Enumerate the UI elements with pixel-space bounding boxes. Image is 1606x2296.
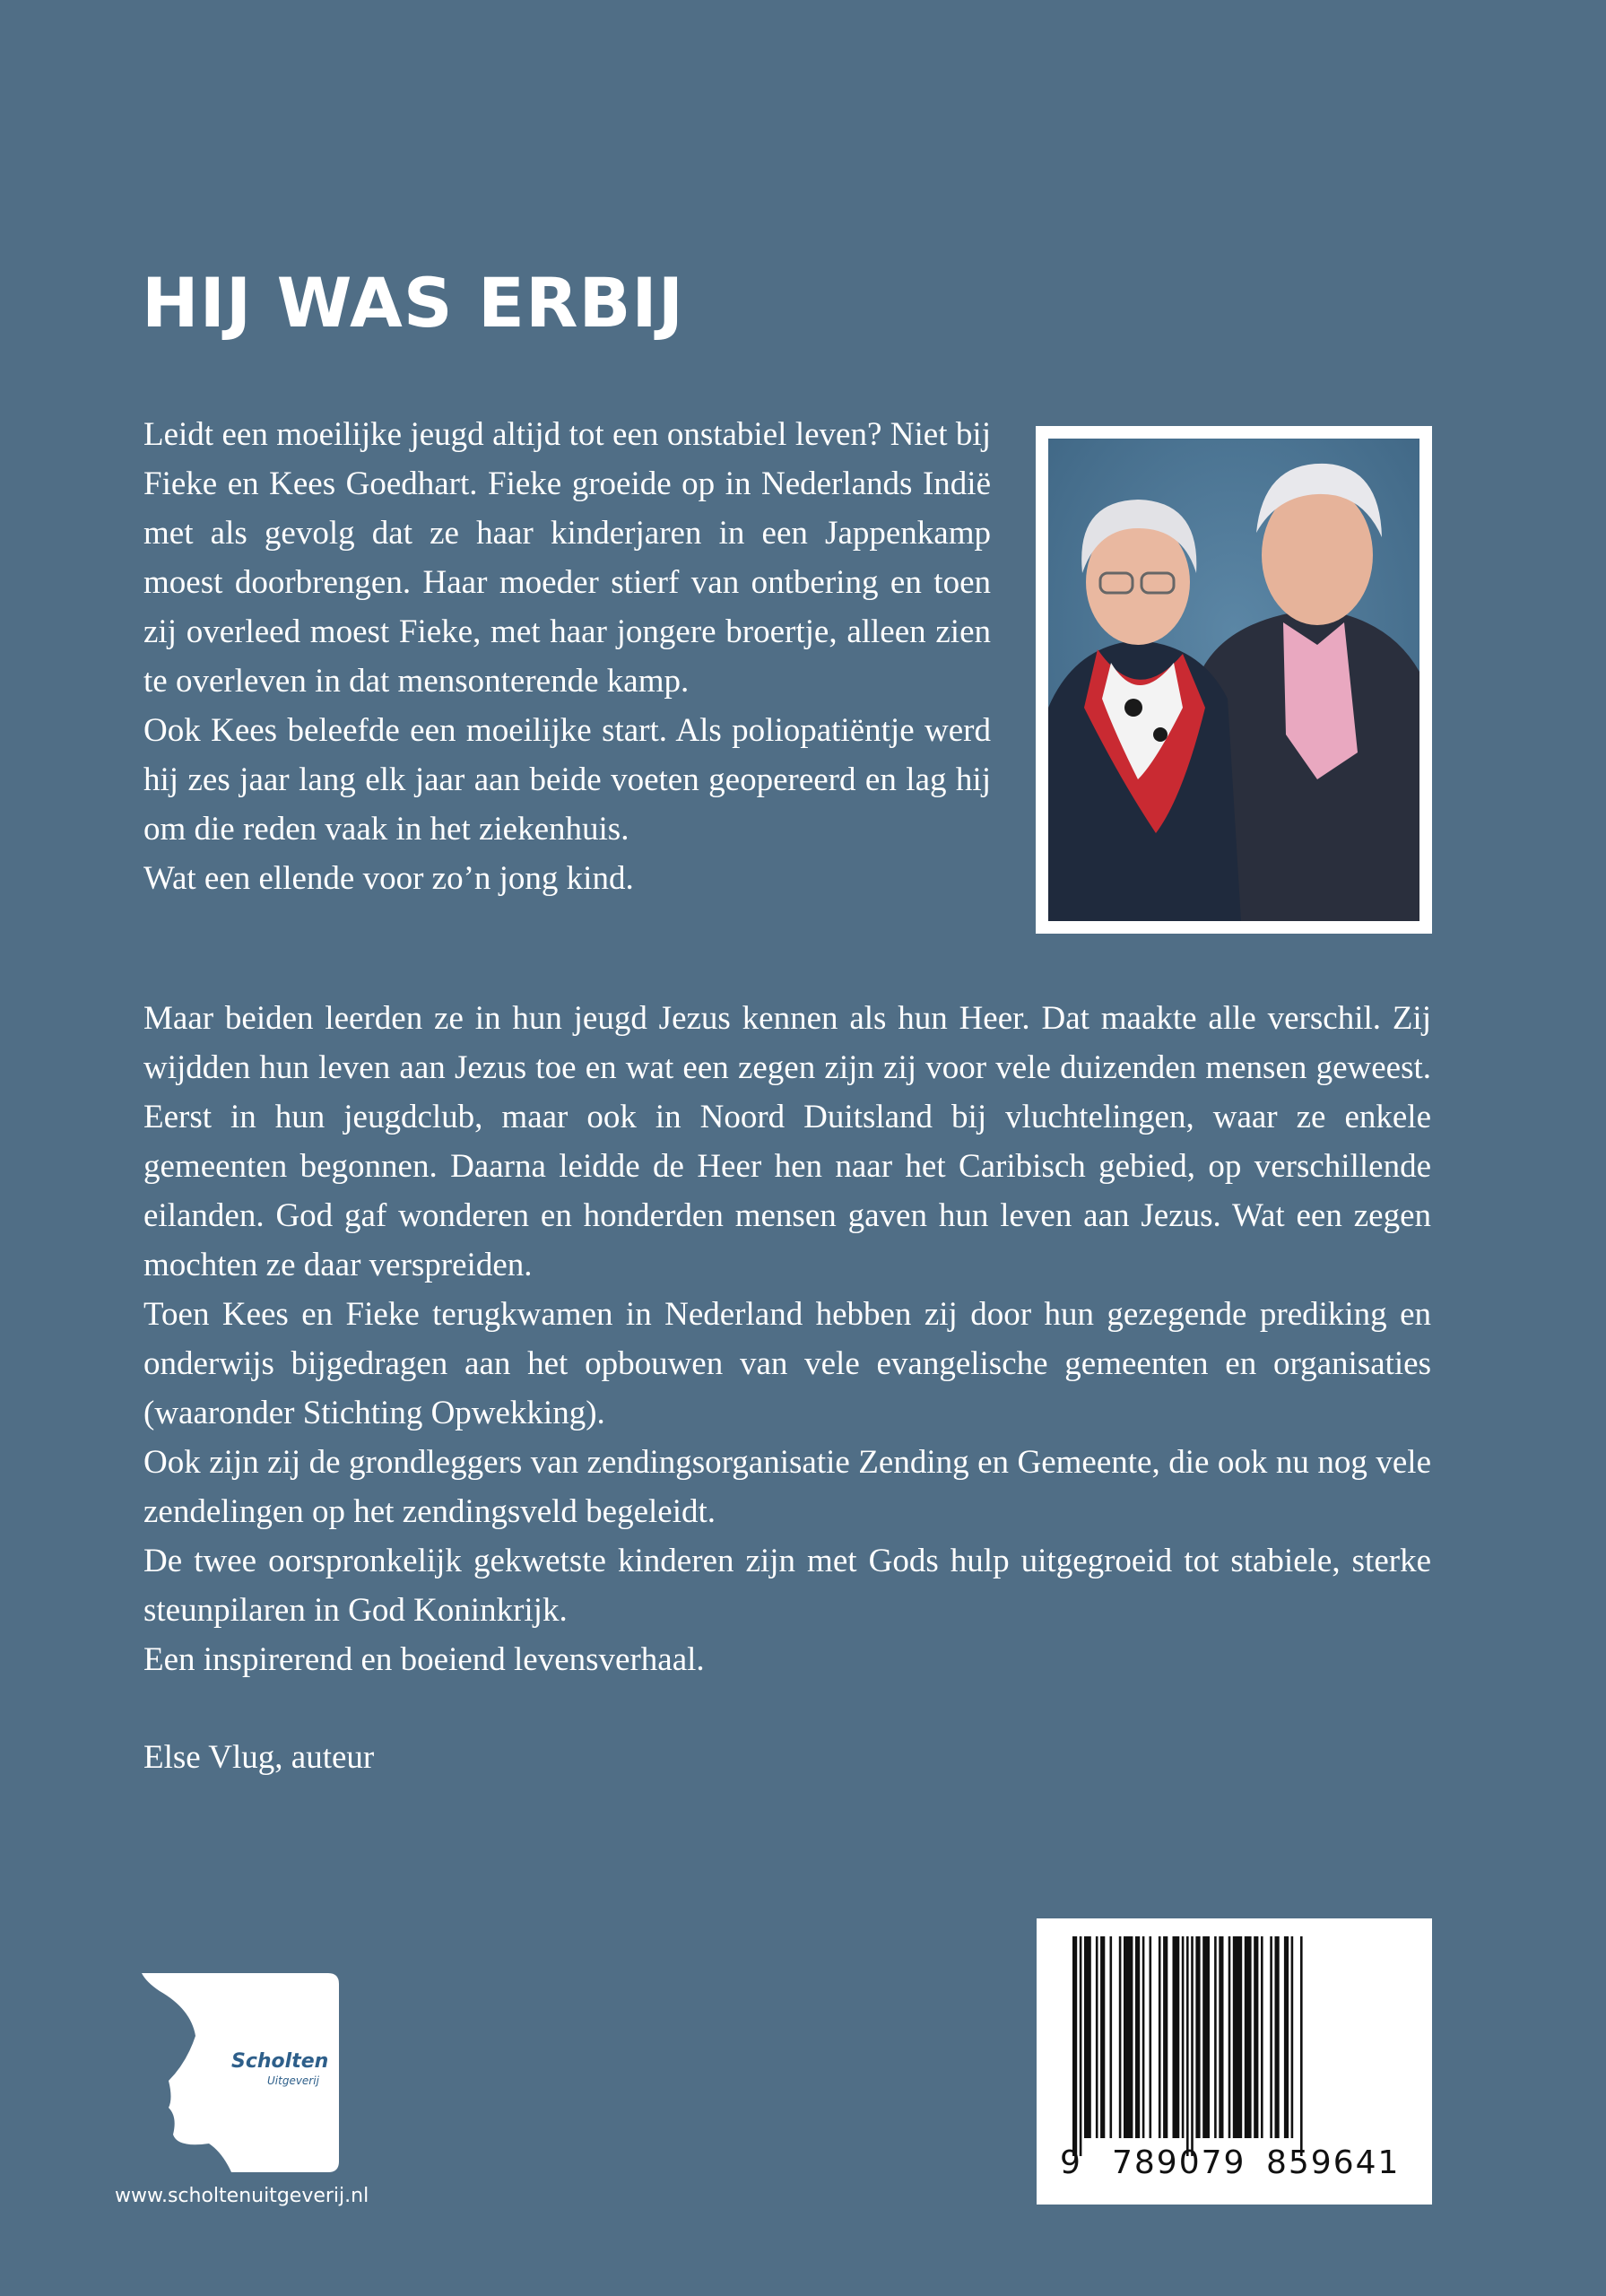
barcode-bar xyxy=(1191,1936,1194,2156)
intro-paragraph-1: Leidt een moeilijke jeugd altijd tot een onstabiel leven? Niet bij Fieke en Kees Goedhart. Fieke groeide op in Nederlands Indië met als gevolg dat ze haar kinderjaren in een Jappenkamp moest doorbrengen. Haar moeder stierf van ontbering en toen zij overleed moest Fieke, met haar jongere broertje, alleen zien te overleven in dat mensonterende kamp. xyxy=(143,416,991,700)
barcode-bar xyxy=(1119,1936,1122,2138)
couple-photo xyxy=(1048,439,1419,921)
barcode-bar xyxy=(1072,1936,1077,2156)
publisher-logo-icon xyxy=(142,1973,339,2172)
main-paragraph-3: Ook zijn zij de grondleggers van zendingsorganisatie Zending en Gemeente, die ook nu nog vele zendelingen op het zendingsveld begeleidt. xyxy=(143,1444,1431,1530)
book-title: HIJ WAS ERBIJ xyxy=(142,263,684,343)
barcode-bar xyxy=(1110,1936,1113,2138)
barcode-right-group: 859641 xyxy=(1266,2144,1401,2181)
barcode-bar xyxy=(1228,1936,1231,2138)
author-photo-frame xyxy=(1036,426,1432,934)
barcode-bar xyxy=(1284,1936,1289,2138)
author-credit: Else Vlug, auteur xyxy=(143,1739,375,1776)
barcode-bar xyxy=(1135,1936,1140,2138)
publisher-logo xyxy=(142,1973,339,2172)
intro-paragraph-3: Wat een ellende voor zo’n jong kind. xyxy=(143,860,634,897)
main-paragraph-4: De twee oorspronkelijk gekwetste kinderen zijn met Gods hulp uitgegroeid tot stabiele, sterke steunpilaren in God Koninkrijk. xyxy=(143,1543,1431,1629)
barcode-bar xyxy=(1173,1936,1180,2138)
barcode-bar xyxy=(1214,1936,1217,2138)
barcode-bar xyxy=(1080,1936,1082,2156)
barcode-bars xyxy=(1063,1936,1404,2161)
barcode-bar xyxy=(1245,1936,1252,2138)
barcode-bar xyxy=(1300,1936,1303,2156)
barcode-bar xyxy=(1124,1936,1133,2138)
main-paragraph-1: Maar beiden leerden ze in hun jeugd Jezus kennen als hun Heer. Dat maakte alle verschil. Zij wijdden hun leven aan Jezus toe en wat een zegen zijn zij voor vele duizenden mensen geweest. Eerst in hun jeugdclub, maar ook in Noord Duitsland bij vluchtelingen, waar ze enkele gemeenten begonnen. Daarna leidde de Heer hen naar het Caribisch gebied, op verschillende eilanden. God gaf wonderen en honderden mensen gaven hun leven aan Jezus. Wat een zegen mochten ze daar verspreiden. xyxy=(143,1000,1431,1283)
publisher-subtitle: Uitgeverij xyxy=(267,2074,319,2087)
barcode-bar xyxy=(1202,1936,1210,2138)
intro-paragraph-2: Ook Kees beleefde een moeilijke start. Als poliopatiëntje werd hij zes jaar lang elk jaar aan beide voeten geopereerd en lag hij om die reden vaak in het ziekenhuis. xyxy=(143,712,991,848)
barcode-bar xyxy=(1254,1936,1258,2138)
barcode-bar xyxy=(1096,1936,1098,2138)
barcode-bar xyxy=(1270,1936,1272,2138)
isbn-barcode xyxy=(1037,1918,1432,2205)
main-paragraph-2: Toen Kees en Fieke terugkwamen in Nederland hebben zij door hun gezegende prediking en onderwijs bijgedragen aan het opbouwen van vele evangelische gemeenten en organisaties (waaronder Stichting Opwekking). xyxy=(143,1296,1431,1431)
barcode-bar xyxy=(1182,1936,1185,2138)
barcode-bar xyxy=(1219,1936,1223,2138)
barcode-bar xyxy=(1150,1936,1152,2138)
barcode-bar xyxy=(1100,1936,1105,2138)
publisher-website[interactable]: www.scholtenuitgeverij.nl xyxy=(115,2185,369,2207)
couple-illustration xyxy=(1048,439,1419,921)
main-paragraph-5: Een inspirerend en boeiend levensverhaal. xyxy=(143,1641,705,1678)
barcode-bar xyxy=(1163,1936,1168,2138)
barcode-bar xyxy=(1186,1936,1189,2156)
intro-text xyxy=(143,410,991,903)
barcode-bar xyxy=(1084,1936,1091,2138)
barcode-bar xyxy=(1159,1936,1161,2138)
barcode-left-group: 789079 xyxy=(1112,2144,1246,2181)
barcode-bar xyxy=(1261,1936,1263,2138)
barcode-bar xyxy=(1142,1936,1145,2138)
main-text xyxy=(143,994,1431,1684)
publisher-name: Scholten xyxy=(231,2050,329,2073)
barcode-bar xyxy=(1233,1936,1242,2138)
barcode-bar xyxy=(1195,1936,1200,2138)
barcode-bar xyxy=(1291,1936,1294,2138)
barcode-first-digit: 9 xyxy=(1060,2144,1082,2181)
barcode-bar xyxy=(1275,1936,1280,2138)
